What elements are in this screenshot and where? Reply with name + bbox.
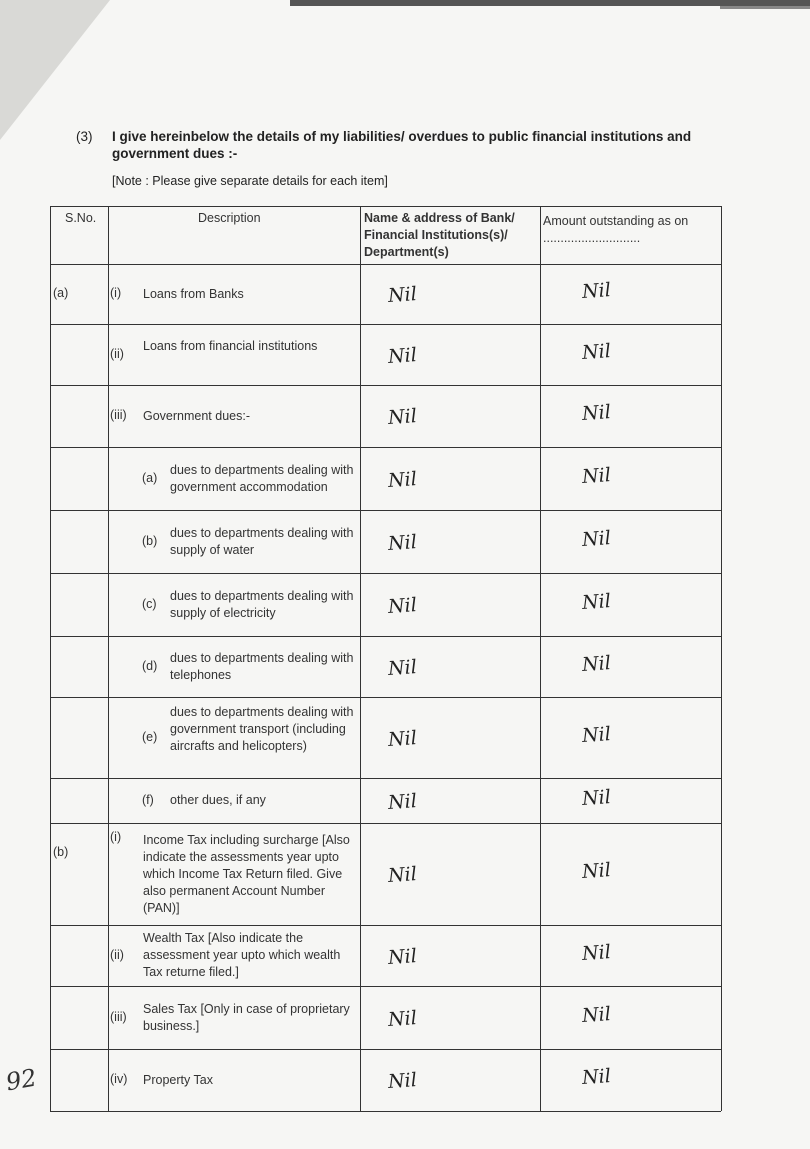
- table-row-rule: [50, 206, 721, 207]
- section-heading-text: I give hereinbelow the details of my liabilities/ overdues to public financial institutions and government dues :-: [112, 129, 692, 161]
- handwritten-amount-entry: Nil: [581, 1065, 612, 1089]
- handwritten-name-entry: Nil: [387, 405, 418, 429]
- handwritten-amount-entry: Nil: [581, 940, 612, 965]
- handwritten-name-entry: Nil: [387, 863, 418, 887]
- table-row-rule: [50, 697, 721, 698]
- handwritten-name-entry: Nil: [387, 530, 418, 555]
- handwritten-name-entry: Nil: [387, 283, 418, 307]
- header-amount-outstanding: Amount outstanding as on ............................: [543, 214, 689, 245]
- header-description: Description: [198, 211, 261, 225]
- row-description: Income Tax including surcharge [Also indicate the assessments year upto which Income Tax Return filed. Give also permanent Account Number (PAN)]: [143, 832, 350, 915]
- table-column-rule: [721, 206, 722, 1111]
- row-letter: (c): [142, 596, 157, 611]
- instruction-note: [Note : Please give separate details for each item]: [112, 174, 388, 188]
- table-column-rule: [108, 206, 109, 1111]
- row-sub-number: (ii): [110, 947, 124, 962]
- row-letter: (e): [142, 729, 158, 744]
- table-row-rule: [50, 510, 721, 511]
- handwritten-name-entry: Nil: [387, 343, 418, 368]
- handwritten-name-entry: Nil: [387, 944, 418, 969]
- row-description: Loans from Banks: [143, 286, 244, 301]
- handwritten-amount-entry: Nil: [581, 401, 612, 425]
- header-bank-name: Name & address of Bank/ Financial Institutions(s)/ Department(s): [364, 211, 515, 259]
- table-row-rule: [50, 925, 721, 926]
- table-column-rule: [540, 206, 541, 1111]
- handwritten-amount-entry: Nil: [581, 279, 612, 303]
- row-letter: (a): [142, 470, 158, 485]
- row-description: dues to departments dealing with supply of water: [170, 525, 354, 557]
- row-description: Government dues:-: [143, 408, 250, 423]
- table-row-rule: [50, 385, 721, 386]
- handwritten-name-entry: Nil: [387, 726, 418, 751]
- handwritten-name-entry: Nil: [387, 655, 418, 680]
- row-description: dues to departments dealing with government transport (including aircrafts and helicopters): [170, 704, 354, 753]
- scan-edge-line-secondary: [720, 6, 810, 9]
- row-letter: (f): [142, 792, 154, 807]
- row-description: Wealth Tax [Also indicate the assessment year upto which wealth Tax returne filed.]: [143, 931, 341, 979]
- row-description: dues to departments dealing with supply of electricity: [170, 588, 354, 620]
- row-description: other dues, if any: [170, 793, 266, 807]
- row-letter: (d): [142, 658, 158, 673]
- row-sub-number: (iv): [110, 1072, 128, 1086]
- table-row-rule: [50, 986, 721, 987]
- handwritten-amount-entry: Nil: [581, 722, 612, 747]
- handwritten-name-entry: Nil: [387, 593, 418, 618]
- handwritten-name-entry: Nil: [387, 1069, 418, 1093]
- handwritten-amount-entry: Nil: [581, 1002, 612, 1027]
- handwritten-margin-number: 92: [3, 1063, 39, 1097]
- table-row-rule: [50, 636, 721, 637]
- table-row-rule: [50, 264, 721, 265]
- row-letter: (b): [142, 533, 158, 548]
- handwritten-amount-entry: Nil: [581, 859, 612, 883]
- handwritten-amount-entry: Nil: [581, 785, 612, 810]
- handwritten-amount-entry: Nil: [581, 589, 612, 614]
- row-description: Loans from financial institutions: [143, 338, 318, 353]
- folded-corner: [0, 0, 110, 140]
- handwritten-amount-entry: Nil: [581, 651, 612, 676]
- table-row-rule: [50, 324, 721, 325]
- table-row-rule: [50, 573, 721, 574]
- handwritten-name-entry: Nil: [387, 789, 418, 814]
- handwritten-amount-entry: Nil: [581, 463, 612, 488]
- row-description: dues to departments dealing with government accommodation: [170, 462, 354, 494]
- section-number: (3): [76, 129, 93, 144]
- row-description: Property Tax: [143, 1072, 213, 1087]
- row-sub-number: (iii): [110, 1009, 127, 1024]
- handwritten-name-entry: Nil: [387, 467, 418, 492]
- table-row-rule: [50, 823, 721, 824]
- row-sub-number: (i): [110, 286, 122, 300]
- table-row-rule: [50, 1111, 721, 1112]
- handwritten-name-entry: Nil: [387, 1006, 418, 1031]
- row-description: Sales Tax [Only in case of proprietary business.]: [143, 1001, 350, 1033]
- table-row-rule: [50, 447, 721, 448]
- handwritten-amount-entry: Nil: [581, 339, 612, 364]
- row-sub-number: (ii): [110, 346, 124, 361]
- table-column-rule: [360, 206, 361, 1111]
- row-sub-number: (iii): [110, 408, 127, 422]
- handwritten-amount-entry: Nil: [581, 526, 612, 551]
- table-row-rule: [50, 1049, 721, 1050]
- table-column-rule: [50, 206, 51, 1111]
- header-sno: S.No.: [65, 211, 97, 225]
- row-sno: (a): [53, 286, 69, 300]
- row-sub-number: (i): [110, 830, 122, 844]
- row-description: dues to departments dealing with telephones: [170, 650, 354, 682]
- row-sno: (b): [53, 845, 69, 859]
- table-row-rule: [50, 778, 721, 779]
